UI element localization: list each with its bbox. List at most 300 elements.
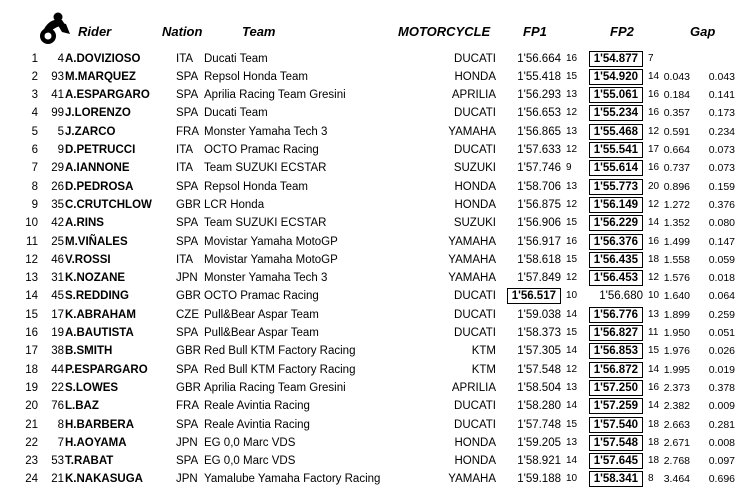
motorcycle-cell: DUCATI <box>454 52 496 65</box>
gap-first-cell: 0.737 <box>663 162 690 175</box>
gap-previous-cell: 0.019 <box>708 363 735 376</box>
rider-name-cell: H.AOYAMA <box>65 436 127 449</box>
position-cell: 1 <box>31 52 38 65</box>
rider-name-cell: T.RABAT <box>65 455 114 468</box>
gap-previous-cell: 0.097 <box>708 455 735 468</box>
fp2-time-cell: 1'55.234 <box>589 105 643 121</box>
motorcycle-cell: YAMAHA <box>448 272 496 285</box>
table-row <box>0 416 745 434</box>
motorcycle-rider-icon <box>36 10 76 46</box>
position-cell: 23 <box>25 455 38 468</box>
fp1-lap-cell: 13 <box>566 125 578 137</box>
rider-name-cell: J.ZARCO <box>65 125 116 138</box>
position-cell: 5 <box>31 125 38 138</box>
fp1-lap-cell: 15 <box>566 253 578 265</box>
fp1-lap-cell: 15 <box>566 217 578 229</box>
fp2-time-cell: 1'55.468 <box>589 124 643 140</box>
fp2-lap-cell: 16 <box>648 162 660 174</box>
gap-previous-cell: 0.009 <box>708 400 735 413</box>
fp2-time-cell: 1'57.259 <box>589 398 643 414</box>
gap-previous-cell: 0.234 <box>708 125 735 138</box>
rider-number-cell: 35 <box>51 198 64 211</box>
gap-first-cell: 0.591 <box>663 125 690 138</box>
gap-first-cell: 0.357 <box>663 107 690 120</box>
motorcycle-cell: DUCATI <box>454 327 496 339</box>
fp2-time-cell: 1'54.877 <box>589 51 643 67</box>
rider-number-cell: 45 <box>51 290 64 303</box>
fp1-lap-cell: 14 <box>566 400 578 412</box>
rider-name-cell: H.BARBERA <box>65 418 134 431</box>
table-row <box>0 470 745 488</box>
fp1-lap-cell: 15 <box>566 327 578 338</box>
gap-first-cell: 1.352 <box>663 217 690 230</box>
position-cell: 18 <box>25 363 38 376</box>
gap-first-cell: 2.373 <box>663 381 690 394</box>
gap-previous-cell: 0.159 <box>708 180 735 193</box>
table-row <box>0 361 745 379</box>
fp1-time-cell: 1'57.748 <box>517 418 561 431</box>
table-row <box>0 397 745 415</box>
position-cell: 21 <box>25 418 38 431</box>
fp2-lap-cell: 16 <box>648 89 660 101</box>
fp1-time-cell: 1'57.548 <box>517 363 561 376</box>
table-row <box>0 233 745 251</box>
table-row <box>0 324 745 342</box>
team-cell: Monster Yamaha Tech 3 <box>204 125 328 138</box>
fp1-lap-cell: 14 <box>566 345 578 357</box>
rider-name-cell: P.ESPARGARO <box>65 363 148 376</box>
header-team: Team <box>242 24 276 39</box>
fp2-time-cell: 1'56.827 <box>589 325 643 341</box>
gap-first-cell: 1.950 <box>663 327 690 339</box>
position-cell: 20 <box>25 400 38 413</box>
position-cell: 11 <box>26 235 38 248</box>
position-cell: 14 <box>25 290 38 303</box>
position-cell: 2 <box>31 70 38 83</box>
fp2-lap-cell: 14 <box>648 70 660 82</box>
table-row <box>0 141 745 159</box>
fp1-lap-cell: 13 <box>566 436 578 448</box>
nation-cell: ITA <box>176 162 194 175</box>
nation-cell: JPN <box>176 473 198 486</box>
position-cell: 4 <box>31 107 38 120</box>
fp1-lap-cell: 14 <box>566 455 578 467</box>
gap-previous-cell: 0.080 <box>708 217 735 230</box>
fp2-lap-cell: 12 <box>648 198 660 210</box>
fp2-lap-cell: 16 <box>648 235 660 247</box>
team-cell: Reale Avintia Racing <box>204 418 310 431</box>
table-row <box>0 196 745 214</box>
team-cell: Repsol Honda Team <box>204 70 308 83</box>
nation-cell: SPA <box>176 89 199 102</box>
fp1-time-cell: 1'57.849 <box>517 272 561 285</box>
fp2-time-cell: 1'56.149 <box>589 197 643 213</box>
rider-name-cell: A.RINS <box>65 217 104 230</box>
fp1-lap-cell: 10 <box>566 290 578 302</box>
position-cell: 24 <box>25 473 38 486</box>
gap-first-cell: 2.671 <box>663 436 690 449</box>
table-row <box>0 379 745 397</box>
rider-number-cell: 4 <box>57 52 64 65</box>
motorcycle-cell: APRILIA <box>451 381 496 394</box>
fp1-lap-cell: 14 <box>566 308 578 320</box>
header-gap: Gap <box>690 24 716 39</box>
fp1-lap-cell: 13 <box>566 381 578 393</box>
fp1-time-cell: 1'56.875 <box>517 198 561 211</box>
position-cell: 7 <box>31 162 38 175</box>
fp1-time-cell: 1'56.293 <box>517 89 561 102</box>
team-cell: Red Bull KTM Factory Racing <box>204 363 356 376</box>
fp1-lap-cell: 15 <box>566 70 578 82</box>
motorcycle-cell: YAMAHA <box>448 235 496 248</box>
team-cell: Pull&Bear Aspar Team <box>204 327 319 339</box>
fp2-time-cell: 1'56.453 <box>589 270 643 286</box>
nation-cell: GBR <box>176 198 201 211</box>
team-cell: Ducati Team <box>204 107 268 120</box>
gap-first-cell: 1.640 <box>663 290 690 303</box>
position-cell: 12 <box>25 253 38 266</box>
nation-cell: SPA <box>176 70 199 83</box>
gap-first-cell: 1.976 <box>663 345 690 358</box>
table-row <box>0 104 745 122</box>
team-cell: OCTO Pramac Racing <box>204 290 319 303</box>
gap-first-cell: 2.663 <box>663 418 690 431</box>
fp2-lap-cell: 16 <box>648 107 660 119</box>
gap-previous-cell: 0.073 <box>708 144 735 156</box>
team-cell: EG 0,0 Marc VDS <box>204 455 296 468</box>
nation-cell: GBR <box>176 290 201 303</box>
fp2-time-cell: 1'56.435 <box>589 252 643 268</box>
rider-name-cell: M.VIÑALES <box>65 235 128 248</box>
fp1-time-cell: 1'59.038 <box>517 308 561 321</box>
header-fp2: FP2 <box>610 24 634 39</box>
fp2-time-cell: 1'55.773 <box>589 179 643 195</box>
nation-cell: ITA <box>176 52 194 65</box>
rider-name-cell: S.LOWES <box>65 381 119 394</box>
fp1-lap-cell: 13 <box>566 180 578 192</box>
position-cell: 8 <box>31 180 38 193</box>
fp1-lap-cell: 16 <box>566 235 578 247</box>
fp1-time-cell: 1'56.653 <box>517 107 561 120</box>
gap-first-cell: 1.899 <box>663 308 690 321</box>
fp2-lap-cell: 18 <box>648 418 660 430</box>
fp1-lap-cell: 12 <box>566 144 578 155</box>
gap-previous-cell: 0.018 <box>708 272 735 285</box>
fp1-lap-cell: 15 <box>566 418 578 430</box>
motorcycle-cell: YAMAHA <box>448 125 496 138</box>
fp1-lap-cell: 13 <box>566 89 578 101</box>
motorcycle-cell: YAMAHA <box>448 473 496 486</box>
nation-cell: JPN <box>176 272 198 285</box>
rider-name-cell: A.IANNONE <box>65 162 130 175</box>
fp2-lap-cell: 10 <box>648 290 660 302</box>
position-cell: 16 <box>25 327 38 339</box>
table-row <box>0 251 745 269</box>
rider-name-cell: D.PETRUCCI <box>65 144 136 156</box>
fp1-lap-cell: 9 <box>566 162 572 174</box>
position-cell: 22 <box>25 436 38 449</box>
rider-number-cell: 29 <box>51 162 64 175</box>
fp1-time-cell: 1'58.706 <box>517 180 561 193</box>
rider-number-cell: 44 <box>51 363 64 376</box>
gap-first-cell: 1.576 <box>663 272 690 285</box>
fp1-time-cell: 1'58.921 <box>517 455 561 468</box>
fp2-lap-cell: 17 <box>648 144 660 155</box>
team-cell: Red Bull KTM Factory Racing <box>204 345 356 358</box>
motorcycle-cell: DUCATI <box>454 290 496 303</box>
fp2-lap-cell: 18 <box>648 455 660 467</box>
rider-number-cell: 19 <box>51 327 64 339</box>
gap-previous-cell: 0.026 <box>708 345 735 358</box>
nation-cell: SPA <box>176 235 199 248</box>
rider-number-cell: 76 <box>51 400 64 413</box>
fp2-time-cell: 1'57.548 <box>589 435 643 451</box>
motorcycle-cell: SUZUKI <box>453 162 496 175</box>
rider-name-cell: K.ABRAHAM <box>65 308 136 321</box>
rider-number-cell: 31 <box>51 272 64 285</box>
team-cell: OCTO Pramac Racing <box>204 144 319 156</box>
gap-previous-cell: 0.051 <box>708 327 735 339</box>
rider-number-cell: 8 <box>57 418 64 431</box>
table-row <box>0 452 745 470</box>
fp1-time-cell: 1'59.205 <box>517 436 561 449</box>
fp1-lap-cell: 16 <box>566 52 578 64</box>
fp2-lap-cell: 14 <box>648 400 660 412</box>
gap-first-cell: 3.464 <box>663 473 690 486</box>
motorcycle-cell: HONDA <box>454 198 496 211</box>
fp1-lap-cell: 12 <box>566 198 578 210</box>
table-row <box>0 159 745 177</box>
rider-name-cell: K.NOZANE <box>65 272 126 285</box>
team-cell: Reale Avintia Racing <box>204 400 310 413</box>
gap-first-cell: 0.184 <box>663 89 690 102</box>
gap-first-cell: 1.995 <box>663 363 690 376</box>
gap-previous-cell: 0.376 <box>708 198 735 211</box>
fp2-time-cell: 1'57.250 <box>589 380 643 396</box>
nation-cell: ITA <box>176 253 194 266</box>
fp2-time-cell: 1'56.853 <box>589 343 643 359</box>
fp1-lap-cell: 12 <box>566 272 578 284</box>
motorcycle-cell: YAMAHA <box>448 253 496 266</box>
gap-previous-cell: 0.064 <box>708 290 735 303</box>
team-cell: Aprilia Racing Team Gresini <box>204 89 346 102</box>
rider-number-cell: 99 <box>51 107 64 120</box>
fp1-time-cell: 1'57.746 <box>517 162 561 175</box>
rider-number-cell: 46 <box>51 253 64 266</box>
team-cell: Team SUZUKI ECSTAR <box>204 162 327 175</box>
motorcycle-cell: DUCATI <box>454 107 496 120</box>
rider-name-cell: K.NAKASUGA <box>65 473 143 486</box>
rider-name-cell: A.DOVIZIOSO <box>65 52 141 65</box>
fp2-time-cell: 1'58.341 <box>589 471 643 487</box>
fp2-lap-cell: 20 <box>648 180 660 192</box>
fp2-time-cell: 1'56.872 <box>589 362 643 378</box>
fp1-time-cell: 1'55.418 <box>517 70 561 83</box>
position-cell: 10 <box>25 217 38 230</box>
rider-number-cell: 53 <box>51 455 64 468</box>
rider-name-cell: L.BAZ <box>65 400 99 413</box>
rider-name-cell: M.MARQUEZ <box>65 70 136 83</box>
rider-number-cell: 22 <box>51 381 64 394</box>
motorcycle-cell: DUCATI <box>454 400 496 413</box>
fp2-time-cell: 1'57.540 <box>589 417 643 433</box>
fp1-lap-cell: 12 <box>566 107 578 119</box>
gap-first-cell: 1.499 <box>663 235 690 248</box>
gap-previous-cell: 0.147 <box>708 235 735 248</box>
fp1-time-cell: 1'57.633 <box>517 144 561 156</box>
fp2-lap-cell: 12 <box>648 125 660 137</box>
table-row <box>0 86 745 104</box>
rider-number-cell: 42 <box>51 217 64 230</box>
nation-cell: SPA <box>176 363 199 376</box>
position-cell: 9 <box>31 198 38 211</box>
table-row <box>0 434 745 452</box>
fp2-time-cell: 1'56.680 <box>599 290 643 303</box>
nation-cell: SPA <box>176 418 199 431</box>
table-row <box>0 287 745 305</box>
rider-name-cell: S.REDDING <box>65 290 129 303</box>
team-cell: Aprilia Racing Team Gresini <box>204 381 346 394</box>
fp2-lap-cell: 11 <box>648 327 659 338</box>
header-motorcycle: MOTORCYCLE <box>398 24 491 39</box>
fp2-lap-cell: 18 <box>648 253 660 265</box>
gap-first-cell: 2.382 <box>663 400 690 413</box>
motorcycle-cell: HONDA <box>454 455 496 468</box>
fp1-time-cell: 1'58.504 <box>517 381 561 394</box>
nation-cell: SPA <box>176 180 199 193</box>
fp2-lap-cell: 14 <box>648 363 660 375</box>
nation-cell: SPA <box>176 107 199 120</box>
fp1-time-cell: 1'58.280 <box>517 400 561 413</box>
rider-name-cell: V.ROSSI <box>65 253 111 266</box>
gap-previous-cell: 0.141 <box>708 89 735 102</box>
fp1-time-cell: 1'56.664 <box>517 52 561 65</box>
nation-cell: CZE <box>176 308 199 321</box>
fp1-lap-cell: 10 <box>566 473 578 485</box>
gap-first-cell: 0.896 <box>663 180 690 193</box>
gap-previous-cell: 0.059 <box>708 253 735 266</box>
team-cell: Movistar Yamaha MotoGP <box>204 235 338 248</box>
nation-cell: GBR <box>176 381 201 394</box>
gap-first-cell: 2.768 <box>663 455 690 468</box>
nation-cell: FRA <box>176 125 199 138</box>
team-cell: Monster Yamaha Tech 3 <box>204 272 328 285</box>
team-cell: LCR Honda <box>204 198 265 211</box>
fp2-time-cell: 1'56.376 <box>589 234 643 250</box>
fp2-lap-cell: 7 <box>648 52 654 64</box>
table-row <box>0 342 745 360</box>
fp2-time-cell: 1'57.645 <box>589 453 643 469</box>
team-cell: Pull&Bear Aspar Team <box>204 308 319 321</box>
fp2-time-cell: 1'55.061 <box>589 87 643 103</box>
fp1-lap-cell: 12 <box>566 363 578 375</box>
gap-previous-cell: 0.008 <box>708 436 735 449</box>
header-nation: Nation <box>162 24 203 39</box>
position-cell: 3 <box>31 89 38 102</box>
gap-previous-cell: 0.696 <box>708 473 735 486</box>
gap-previous-cell: 0.378 <box>708 381 735 394</box>
fp2-time-cell: 1'55.541 <box>589 142 643 158</box>
header-rider: Rider <box>78 24 112 39</box>
fp2-time-cell: 1'56.776 <box>589 307 643 323</box>
rider-number-cell: 38 <box>51 345 64 358</box>
gap-previous-cell: 0.043 <box>708 70 735 83</box>
motorcycle-cell: HONDA <box>454 436 496 449</box>
nation-cell: GBR <box>176 345 201 358</box>
table-row <box>0 68 745 86</box>
fp1-time-cell: 1'57.305 <box>517 345 561 358</box>
rider-name-cell: A.BAUTISTA <box>65 327 134 339</box>
rider-number-cell: 7 <box>57 436 64 449</box>
gap-previous-cell: 0.281 <box>708 418 735 431</box>
rider-number-cell: 93 <box>51 70 64 83</box>
nation-cell: SPA <box>176 327 199 339</box>
rider-name-cell: J.LORENZO <box>65 107 131 120</box>
position-cell: 19 <box>25 381 38 394</box>
rider-number-cell: 5 <box>57 125 64 138</box>
motorcycle-cell: APRILIA <box>451 89 496 102</box>
rider-number-cell: 25 <box>51 235 64 248</box>
position-cell: 17 <box>25 345 38 358</box>
rider-number-cell: 9 <box>57 144 64 156</box>
fp1-time-cell: 1'58.618 <box>517 253 561 266</box>
rider-number-cell: 17 <box>51 308 64 321</box>
fp1-time-cell: 1'56.917 <box>517 235 561 248</box>
table-row <box>0 50 745 68</box>
position-cell: 6 <box>31 144 38 156</box>
fp2-lap-cell: 13 <box>648 308 660 320</box>
fp1-time-cell: 1'56.517 <box>507 288 561 304</box>
motorcycle-cell: KTM <box>471 345 496 358</box>
motorcycle-cell: DUCATI <box>454 308 496 321</box>
rider-number-cell: 26 <box>51 180 64 193</box>
table-row <box>0 214 745 232</box>
motorcycle-cell: DUCATI <box>454 418 496 431</box>
fp1-time-cell: 1'56.865 <box>517 125 561 138</box>
gap-first-cell: 1.272 <box>663 198 690 211</box>
fp2-lap-cell: 15 <box>648 345 660 357</box>
motorcycle-cell: HONDA <box>454 70 496 83</box>
motorcycle-cell: HONDA <box>454 180 496 193</box>
motorcycle-cell: DUCATI <box>454 144 496 156</box>
gap-first-cell: 0.664 <box>663 144 690 156</box>
rider-name-cell: C.CRUTCHLOW <box>65 198 152 211</box>
table-row <box>0 306 745 324</box>
table-row <box>0 123 745 141</box>
header-fp1: FP1 <box>523 24 547 39</box>
gap-first-cell: 1.558 <box>663 253 690 266</box>
rider-number-cell: 21 <box>51 473 64 486</box>
rider-number-cell: 41 <box>51 89 64 102</box>
fp2-time-cell: 1'56.229 <box>589 215 643 231</box>
fp2-time-cell: 1'54.920 <box>589 69 643 85</box>
fp1-time-cell: 1'56.906 <box>517 217 561 230</box>
nation-cell: ITA <box>176 144 194 156</box>
rider-name-cell: D.PEDROSA <box>65 180 134 193</box>
gap-previous-cell: 0.259 <box>708 308 735 321</box>
team-cell: Movistar Yamaha MotoGP <box>204 253 338 266</box>
gap-previous-cell: 0.073 <box>708 162 735 175</box>
fp2-lap-cell: 12 <box>648 272 660 284</box>
position-cell: 15 <box>25 308 38 321</box>
team-cell: Ducati Team <box>204 52 268 65</box>
motorcycle-cell: KTM <box>471 363 496 376</box>
gap-previous-cell: 0.173 <box>708 107 735 120</box>
motorcycle-cell: SUZUKI <box>453 217 496 230</box>
team-cell: EG 0,0 Marc VDS <box>204 436 296 449</box>
fp2-lap-cell: 18 <box>648 436 660 448</box>
table-row <box>0 178 745 196</box>
